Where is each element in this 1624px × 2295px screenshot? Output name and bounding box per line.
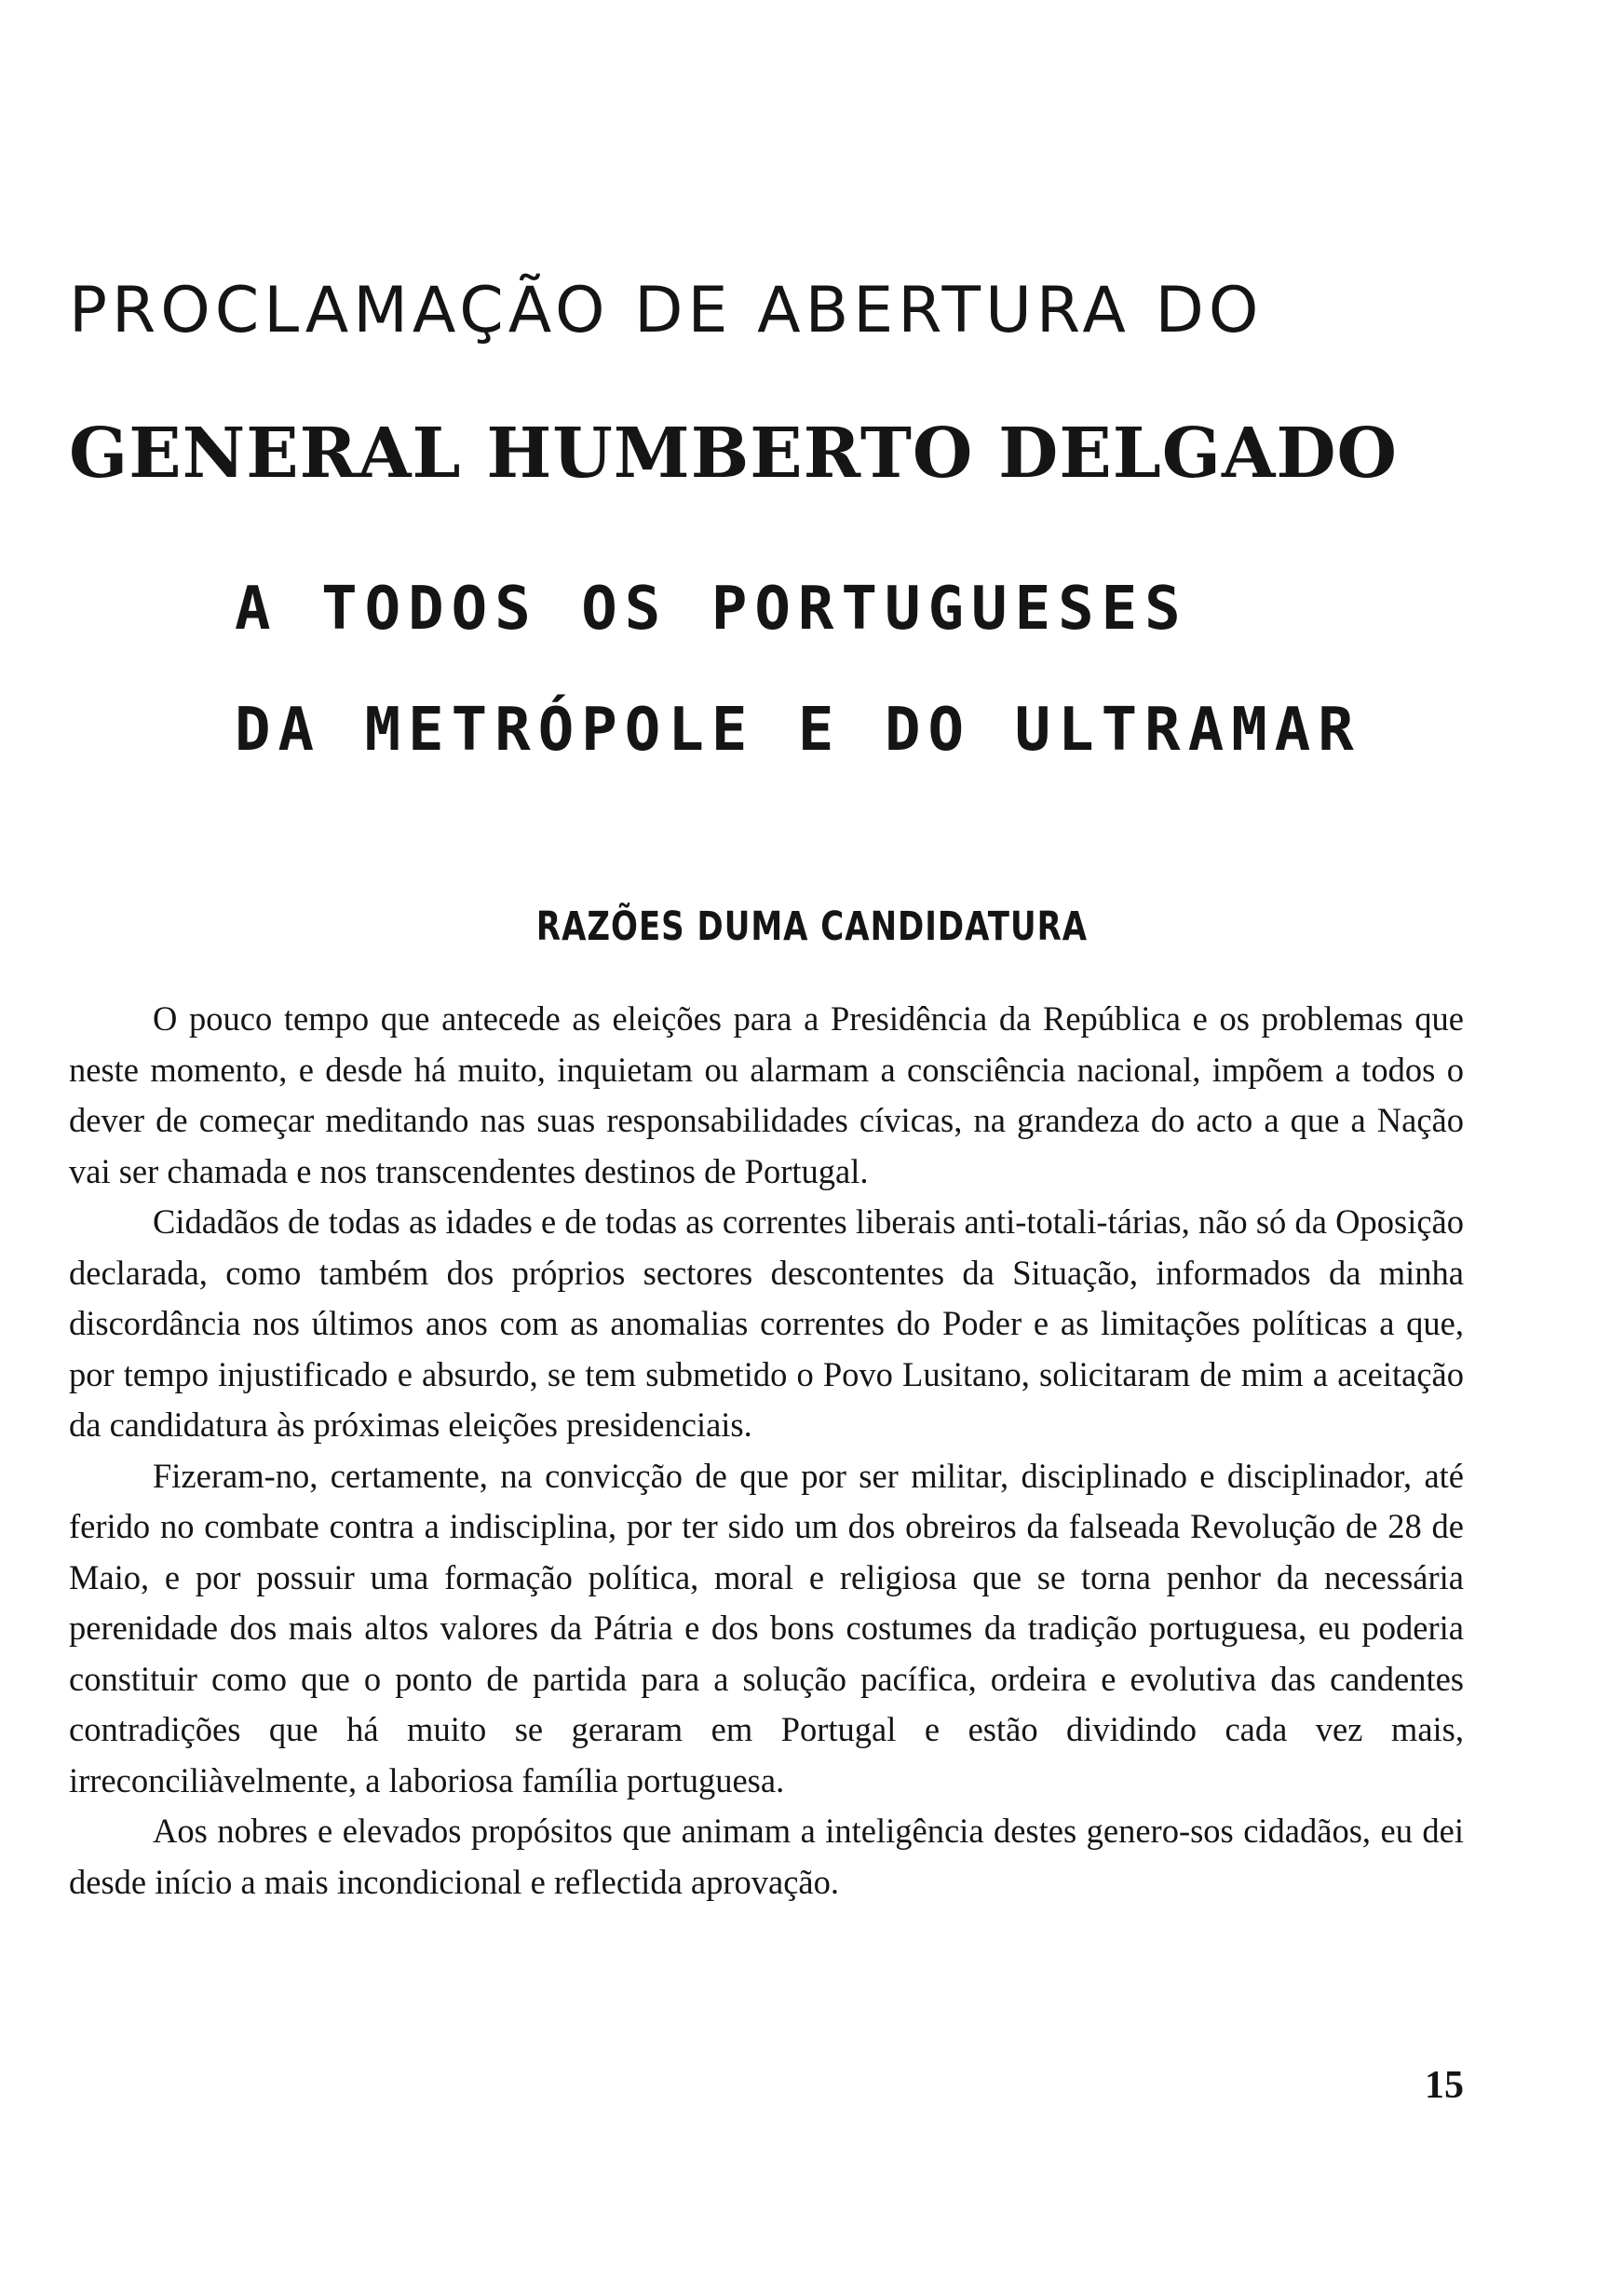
paragraph: O pouco tempo que antecede as eleições para a Presidência da República e os problemas que neste momento, e desde há muito, inquietam ou alarmam a consciência nacional, impõem a todos o dever de começar meditando nas suas responsabilidades cívicas, na grandeza do acto a que a Nação vai ser chamada e nos transcendentes destinos de Portugal. (69, 999, 1464, 1190)
section-heading: RAZÕES DUMA CANDIDATURA (535, 903, 1089, 950)
title-line-2: GENERAL HUMBERTO DELGADO (69, 414, 1399, 494)
title-line-1: PROCLAMAÇÃO DE ABERTURA DO (69, 274, 1264, 347)
paragraph: Fizeram-no, certamente, na convicção de que por ser militar, disciplinado e disciplinador, até ferido no combate contra a indisciplina, por ter sido um dos obreiros da falseada Revolução de 28 de Maio, e por possuir uma formação política, moral e religiosa que se torna penhor da necessária perenidade dos mais altos valores da Pátria e dos bons costumes da tradição portuguesa, eu poderia constituir como que o ponto de partida para a solução pacífica, ordeira e evolutiva das candentes contradições que há muito se geraram em Portugal e estão dividindo cada vez mais, irreconciliàvelmente, a laboriosa família portuguesa. (69, 1456, 1464, 1799)
address-line-1: A TODOS OS PORTUGUESES (235, 575, 1188, 644)
address-line-2: DA METRÓPOLE E DO ULTRAMAR (235, 696, 1361, 765)
page-number: 15 (1425, 2064, 1464, 2107)
paragraph: Cidadãos de todas as idades e de todas as correntes liberais anti-totali-tárias, não só da Oposição declarada, como também dos próprios sectores descontentes da Situação, informados da minha discordância nos últimos anos com as anomalias correntes do Poder e as limitações políticas a que, por tempo injustificado e absurdo, se tem submetido o Povo Lusitano, solicitaram de mim a aceitação da candidatura às próximas eleições presidenciais. (69, 1202, 1464, 1444)
paragraph: Aos nobres e elevados propósitos que animam a inteligência destes genero-sos cidadãos, eu dei desde início a mais incondicional e reflectida aprovação. (69, 1812, 1464, 1901)
body-text (69, 994, 1464, 1908)
